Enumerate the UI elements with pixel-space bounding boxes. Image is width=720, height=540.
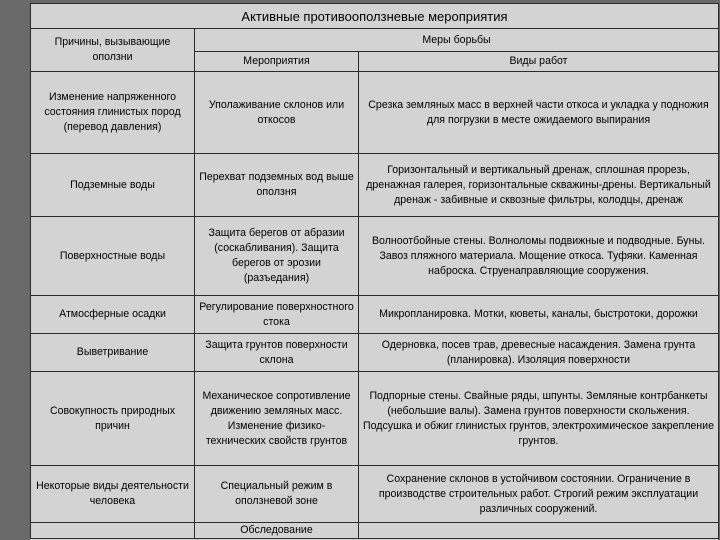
measures-table — [30, 3, 719, 539]
cause-cell: Подземные воды — [31, 154, 195, 217]
table-row — [31, 372, 719, 466]
table-row — [31, 523, 719, 539]
activity-cell: Обследование — [195, 523, 359, 539]
table-row — [31, 154, 719, 217]
table-row — [31, 466, 719, 523]
cause-cell: Совокупность природных причин — [31, 372, 195, 466]
cause-cell: Некоторые виды деятельности человека — [31, 466, 195, 523]
cause-cell — [31, 523, 195, 539]
header-activities: Мероприятия — [195, 52, 359, 72]
cause-cell: Изменение напряженного состояния глинистых пород (перевод давления) — [31, 72, 195, 154]
work-cell: Волноотбойные стены. Волноломы подвижные и подводные. Буны. Завоз пляжного материала. Мощение откоса. Туфяки. Каменная наброска. Струенаправляющие сооружения. — [359, 217, 719, 296]
activity-cell: Перехват подземных вод выше оползня — [195, 154, 359, 217]
table-row — [31, 217, 719, 296]
table-row — [31, 72, 719, 154]
header-causes: Причины, вызывающие оползни — [31, 29, 195, 72]
activity-cell: Защита берегов от абразии (соскабливания). Защита берегов от эрозии (разъедания) — [195, 217, 359, 296]
table-row — [31, 296, 719, 334]
work-cell: Сохранение склонов в устойчивом состоянии. Ограничение в производстве строительных работ. Строгий режим эксплуатации различных сооружений. — [359, 466, 719, 523]
activity-cell: Механическое сопротивление движению земляных масс. Изменение физико-технических свойств грунтов — [195, 372, 359, 466]
cause-cell: Поверхностные воды — [31, 217, 195, 296]
cause-cell: Атмосферные осадки — [31, 296, 195, 334]
activity-cell: Регулирование поверхностного стока — [195, 296, 359, 334]
activity-cell: Уполаживание склонов или откосов — [195, 72, 359, 154]
work-cell: Микропланировка. Мотки, кюветы, каналы, быстротоки, дорожки — [359, 296, 719, 334]
cause-cell: Выветривание — [31, 334, 195, 372]
activity-cell: Специальный режим в оползневой зоне — [195, 466, 359, 523]
work-cell: Одерновка, посев трав, древесные насаждения. Замена грунта (планировка). Изоляция поверхности — [359, 334, 719, 372]
work-cell: Горизонтальный и вертикальный дренаж, сплошная прорезь, дренажная галерея, горизонтальные скважины-дрены. Вертикальный дренаж - забивные и сквозные фильтры, колодцы, дренаж — [359, 154, 719, 217]
header-work-types: Виды работ — [359, 52, 719, 72]
activity-cell: Защита грунтов поверхности склона — [195, 334, 359, 372]
work-cell — [359, 523, 719, 539]
header-measures: Меры борьбы — [195, 29, 719, 52]
table-title: Активные противооползневые мероприятия — [31, 4, 719, 29]
table-row — [31, 334, 719, 372]
work-cell: Срезка земляных масс в верхней части откоса и укладка у подножия для погрузки в месте ожидаемого выпирания — [359, 72, 719, 154]
work-cell: Подпорные стены. Свайные ряды, шпунты. Земляные контрбанкеты (небольшие валы). Замена грунтов поверхности скольжения. Подсушка и обжиг глинистых грунтов, электрохимическое закрепление грунтов. — [359, 372, 719, 466]
